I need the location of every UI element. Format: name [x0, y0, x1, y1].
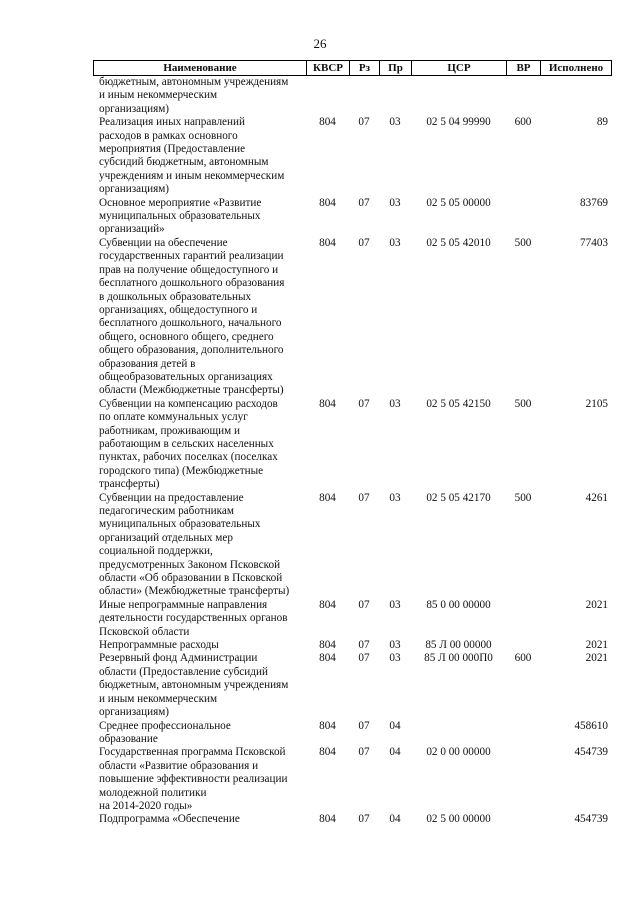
row-rz: [349, 76, 379, 116]
row-vr: [506, 720, 540, 747]
row-pr: 03: [389, 598, 401, 611]
table-row: [93, 720, 612, 747]
row-kvsr: [306, 76, 349, 116]
row-csr: [411, 720, 506, 747]
table-row: [93, 652, 612, 719]
row-csr: 02 5 05 42010: [426, 236, 491, 249]
row-vr: [506, 746, 540, 813]
row-csr: 02 5 05 42150: [426, 397, 491, 410]
row-kvsr: 804: [319, 746, 336, 759]
row-name: Субвенции на предоставление педагогическим работникам муниципальных образовательных организаций отдельных мер социальной поддержки, предусмотренных Законом Псковской области «Об образовании в Псковской области» (Межбюджетные трансферты): [99, 491, 290, 598]
row-kvsr: 804: [319, 491, 336, 504]
row-name: Непрограммные расходы: [99, 639, 219, 652]
row-csr: 85 Л 00 000П0: [424, 652, 493, 665]
row-rz: 07: [358, 719, 370, 732]
row-name: Основное мероприятие «Развитие муниципальных образовательных организаций»: [99, 196, 262, 236]
row-name: Реализация иных направлений расходов в рамках основного мероприятия (Предоставление субсидий бюджетным, автономным учреждениям и иным некоммерческим организациям): [99, 116, 285, 196]
row-vr: [506, 639, 540, 652]
table-row: [93, 639, 612, 652]
row-csr: [411, 76, 506, 116]
header-executed: Исполнено: [540, 61, 612, 75]
row-pr: 04: [389, 719, 401, 732]
row-executed: 2105: [585, 397, 608, 410]
row-csr: 02 5 05 00000: [426, 196, 491, 209]
row-kvsr: 804: [319, 598, 336, 611]
row-pr: 03: [389, 491, 401, 504]
row-pr: 04: [389, 813, 401, 826]
row-vr: 500: [514, 397, 532, 410]
row-executed: 83769: [580, 196, 608, 209]
row-rz: 07: [358, 598, 370, 611]
header-rz: Рз: [349, 61, 379, 75]
row-rz: 07: [358, 397, 370, 410]
row-executed: 2021: [585, 639, 608, 652]
table-header: [93, 60, 612, 76]
row-name: Подпрограмма «Обеспечение: [99, 813, 240, 826]
row-pr: 04: [389, 746, 401, 759]
row-pr: 03: [389, 116, 401, 129]
row-kvsr: 804: [319, 196, 336, 209]
row-name: Субвенции на компенсацию расходов по оплате коммунальных услуг работникам, проживающим и работающим в сельских населенных пунктах, рабочих поселках (поселках городского типа) (Межбюджетные трансферты): [99, 397, 278, 491]
table-row: [93, 599, 612, 639]
row-kvsr: 804: [319, 116, 336, 129]
row-rz: 07: [358, 813, 370, 826]
table-row: [93, 398, 612, 492]
row-rz: 07: [358, 116, 370, 129]
row-rz: 07: [358, 652, 370, 665]
row-kvsr: 804: [319, 652, 336, 665]
row-name: Резервный фонд Администрации области (Предоставление субсидий бюджетным, автономным учреждениям и иным некоммерческим организациям): [99, 652, 289, 719]
table-row: [93, 116, 612, 196]
row-vr: 500: [514, 491, 532, 504]
row-csr: 02 5 04 99990: [426, 116, 491, 129]
table-body: [93, 76, 612, 827]
table-row: [93, 492, 612, 599]
row-pr: 03: [389, 652, 401, 665]
row-pr: 03: [389, 639, 401, 652]
row-executed: 89: [596, 116, 608, 129]
row-rz: 07: [358, 491, 370, 504]
row-csr: 02 5 00 00000: [426, 813, 491, 826]
row-vr: [506, 76, 540, 116]
row-vr: 600: [514, 652, 532, 665]
row-name: бюджетным, автономным учреждениям и иным некоммерческим организациям): [99, 76, 289, 115]
row-name: Субвенции на обеспечение государственных гарантий реализации прав на получение общедоступного и бесплатного дошкольного образования в дошкольных образовательных организациях, общедоступного и бесплатного дошкольного, начального общего, основного общего, среднего общего образования, дополнительного образования детей в общеобразовательных организациях области (Межбюджетные трансферты): [99, 236, 285, 397]
row-csr: 85 0 00 00000: [426, 598, 491, 611]
row-kvsr: 804: [319, 236, 336, 249]
row-pr: 03: [389, 196, 401, 209]
row-vr: 600: [514, 116, 532, 129]
header-kvsr: КВСР: [306, 61, 349, 75]
table-row: [93, 76, 612, 116]
row-executed: 454739: [574, 813, 608, 826]
row-csr: 02 0 00 00000: [426, 746, 491, 759]
row-executed: 77403: [580, 236, 608, 249]
row-kvsr: 804: [319, 639, 336, 652]
row-name: Государственная программа Псковской области «Развитие образования и повышение эффективности реализации молодежной политики на 2014-2020 годы»: [99, 746, 288, 812]
header-pr: Пр: [379, 61, 411, 75]
row-executed: 2021: [585, 598, 608, 611]
row-pr: [379, 76, 411, 116]
row-kvsr: 804: [319, 397, 336, 410]
row-rz: 07: [358, 639, 370, 652]
row-vr: [506, 197, 540, 237]
row-executed: 458610: [574, 719, 608, 732]
row-executed: [540, 76, 612, 116]
row-kvsr: 804: [319, 719, 336, 732]
row-executed: 454739: [574, 746, 608, 759]
row-pr: 03: [389, 397, 401, 410]
row-vr: 500: [514, 236, 532, 249]
row-rz: 07: [358, 196, 370, 209]
row-vr: [506, 599, 540, 639]
row-vr: [506, 813, 540, 826]
row-rz: 07: [358, 236, 370, 249]
row-executed: 4261: [585, 491, 608, 504]
table-row: [93, 197, 612, 237]
table-row: [93, 813, 612, 826]
row-csr: 02 5 05 42170: [426, 491, 491, 504]
row-name: Среднее профессиональное образование: [99, 719, 231, 745]
row-executed: 2021: [585, 652, 608, 665]
header-csr: ЦСР: [411, 61, 506, 75]
budget-table: [93, 60, 612, 827]
row-kvsr: 804: [319, 813, 336, 826]
table-row: [93, 237, 612, 398]
row-name: Иные непрограммные направления деятельности государственных органов Псковской области: [99, 598, 288, 638]
page-number: 26: [313, 36, 327, 51]
header-name: Наименование: [93, 61, 306, 75]
row-csr: 85 Л 00 00000: [425, 639, 492, 652]
row-rz: 07: [358, 746, 370, 759]
header-vr: ВР: [506, 61, 540, 75]
table-row: [93, 746, 612, 813]
row-pr: 03: [389, 236, 401, 249]
